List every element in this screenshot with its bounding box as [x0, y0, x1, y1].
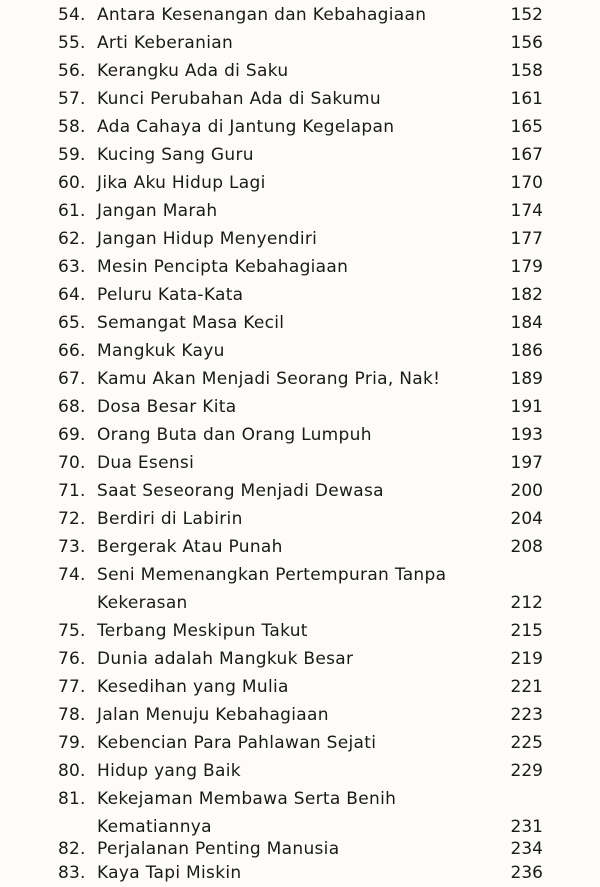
toc-entry — [0, 563, 600, 587]
toc-entry — [0, 395, 600, 419]
entry-page: 186 — [510, 341, 543, 361]
toc-entry — [0, 59, 600, 83]
entry-page: 170 — [510, 173, 543, 193]
entry-number: 75. — [58, 621, 86, 641]
entry-number: 59. — [58, 145, 86, 165]
entry-number: 66. — [58, 341, 86, 361]
entry-page: 189 — [510, 369, 543, 389]
entry-title: Semangat Masa Kecil — [97, 313, 285, 333]
entry-title: Bergerak Atau Punah — [97, 537, 283, 557]
entry-page: 156 — [510, 33, 543, 53]
toc-entry — [0, 339, 600, 363]
toc-entry — [0, 861, 600, 885]
toc-entry — [0, 3, 600, 27]
toc-entry — [0, 115, 600, 139]
entry-page: 208 — [510, 537, 543, 557]
entry-title: Dosa Besar Kita — [97, 397, 237, 417]
entry-page: 215 — [510, 621, 543, 641]
entry-number: 74. — [58, 565, 86, 585]
entry-title: Dunia adalah Mangkuk Besar — [97, 649, 354, 669]
entry-number: 76. — [58, 649, 86, 669]
toc-entry — [0, 479, 600, 503]
entry-number: 63. — [58, 257, 86, 277]
entry-number: 71. — [58, 481, 86, 501]
entry-page: 177 — [510, 229, 543, 249]
entry-page: 193 — [510, 425, 543, 445]
entry-number: 56. — [58, 61, 86, 81]
entry-page: 219 — [510, 649, 543, 669]
entry-number: 80. — [58, 761, 86, 781]
toc-entry — [0, 31, 600, 55]
entry-page: 161 — [510, 89, 543, 109]
toc-entry — [0, 507, 600, 531]
entry-page: 200 — [510, 481, 543, 501]
toc-entry — [0, 647, 600, 671]
entry-title: Kebencian Para Pahlawan Sejati — [97, 733, 377, 753]
toc-entry-continuation — [0, 815, 600, 839]
entry-number: 60. — [58, 173, 86, 193]
entry-number: 77. — [58, 677, 86, 697]
toc-entry — [0, 199, 600, 223]
entry-page: 229 — [510, 761, 543, 781]
entry-number: 61. — [58, 201, 86, 221]
entry-number: 68. — [58, 397, 86, 417]
toc-entry — [0, 675, 600, 699]
entry-number: 54. — [58, 5, 86, 25]
entry-title: Orang Buta dan Orang Lumpuh — [97, 425, 372, 445]
entry-title: Seni Memenangkan Pertempuran Tanpa — [97, 565, 447, 585]
entry-number: 55. — [58, 33, 86, 53]
entry-page: 225 — [510, 733, 543, 753]
toc-entry — [0, 787, 600, 811]
entry-title: Peluru Kata-Kata — [97, 285, 244, 305]
entry-page: 179 — [510, 257, 543, 277]
entry-title: Kunci Perubahan Ada di Sakumu — [97, 89, 381, 109]
entry-title: Perjalanan Penting Manusia — [97, 839, 340, 859]
entry-title: Jalan Menuju Kebahagiaan — [97, 705, 329, 725]
entry-title: Ada Cahaya di Jantung Kegelapan — [97, 117, 395, 137]
toc-entry — [0, 227, 600, 251]
entry-page: 234 — [510, 839, 543, 859]
toc-entry — [0, 143, 600, 167]
entry-title: Jika Aku Hidup Lagi — [97, 173, 266, 193]
toc-entry — [0, 731, 600, 755]
entry-title: Kerangku Ada di Saku — [97, 61, 289, 81]
entry-title: Kesedihan yang Mulia — [97, 677, 289, 697]
entry-page: 191 — [510, 397, 543, 417]
entry-page: 182 — [510, 285, 543, 305]
toc-entry — [0, 619, 600, 643]
entry-title: Kematiannya — [97, 817, 212, 837]
entry-page: 212 — [510, 593, 543, 613]
toc-entry — [0, 311, 600, 335]
toc-entry — [0, 451, 600, 475]
entry-title: Saat Seseorang Menjadi Dewasa — [97, 481, 384, 501]
entry-page: 165 — [510, 117, 543, 137]
entry-page: 223 — [510, 705, 543, 725]
entry-number: 69. — [58, 425, 86, 445]
entry-page: 236 — [510, 863, 543, 883]
entry-number: 79. — [58, 733, 86, 753]
entry-number: 62. — [58, 229, 86, 249]
entry-title: Jangan Marah — [97, 201, 218, 221]
toc-entry — [0, 535, 600, 559]
entry-title: Arti Keberanian — [97, 33, 234, 53]
entry-page: 221 — [510, 677, 543, 697]
entry-page: 231 — [510, 817, 543, 837]
entry-page: 158 — [510, 61, 543, 81]
entry-number: 67. — [58, 369, 86, 389]
entry-number: 78. — [58, 705, 86, 725]
toc-entry — [0, 283, 600, 307]
entry-number: 83. — [58, 863, 86, 883]
entry-number: 72. — [58, 509, 86, 529]
entry-number: 65. — [58, 313, 86, 333]
toc-entry — [0, 423, 600, 447]
entry-title: Kaya Tapi Miskin — [97, 863, 242, 883]
entry-number: 73. — [58, 537, 86, 557]
toc-entry — [0, 87, 600, 111]
toc-entry — [0, 255, 600, 279]
entry-title: Antara Kesenangan dan Kebahagiaan — [97, 5, 427, 25]
entry-title: Kekejaman Membawa Serta Benih — [97, 789, 397, 809]
entry-title: Berdiri di Labirin — [97, 509, 243, 529]
entry-title: Kucing Sang Guru — [97, 145, 254, 165]
entry-title: Jangan Hidup Menyendiri — [97, 229, 318, 249]
entry-number: 64. — [58, 285, 86, 305]
entry-number: 70. — [58, 453, 86, 473]
toc-entry — [0, 171, 600, 195]
entry-title: Kamu Akan Menjadi Seorang Pria, Nak! — [97, 369, 441, 389]
toc-entry-continuation — [0, 591, 600, 615]
toc-entry — [0, 837, 600, 861]
toc-entry — [0, 759, 600, 783]
entry-page: 184 — [510, 313, 543, 333]
entry-number: 81. — [58, 789, 86, 809]
entry-page: 197 — [510, 453, 543, 473]
entry-title: Mesin Pencipta Kebahagiaan — [97, 257, 349, 277]
entry-page: 204 — [510, 509, 543, 529]
entry-number: 82. — [58, 839, 86, 859]
entry-page: 167 — [510, 145, 543, 165]
entry-title: Hidup yang Baik — [97, 761, 241, 781]
entry-title: Mangkuk Kayu — [97, 341, 225, 361]
entry-title: Dua Esensi — [97, 453, 195, 473]
entry-number: 58. — [58, 117, 86, 137]
entry-page: 152 — [510, 5, 543, 25]
entry-title: Terbang Meskipun Takut — [97, 621, 308, 641]
toc-entry — [0, 703, 600, 727]
entry-number: 57. — [58, 89, 86, 109]
entry-page: 174 — [510, 201, 543, 221]
toc-entry — [0, 367, 600, 391]
entry-title: Kekerasan — [97, 593, 188, 613]
